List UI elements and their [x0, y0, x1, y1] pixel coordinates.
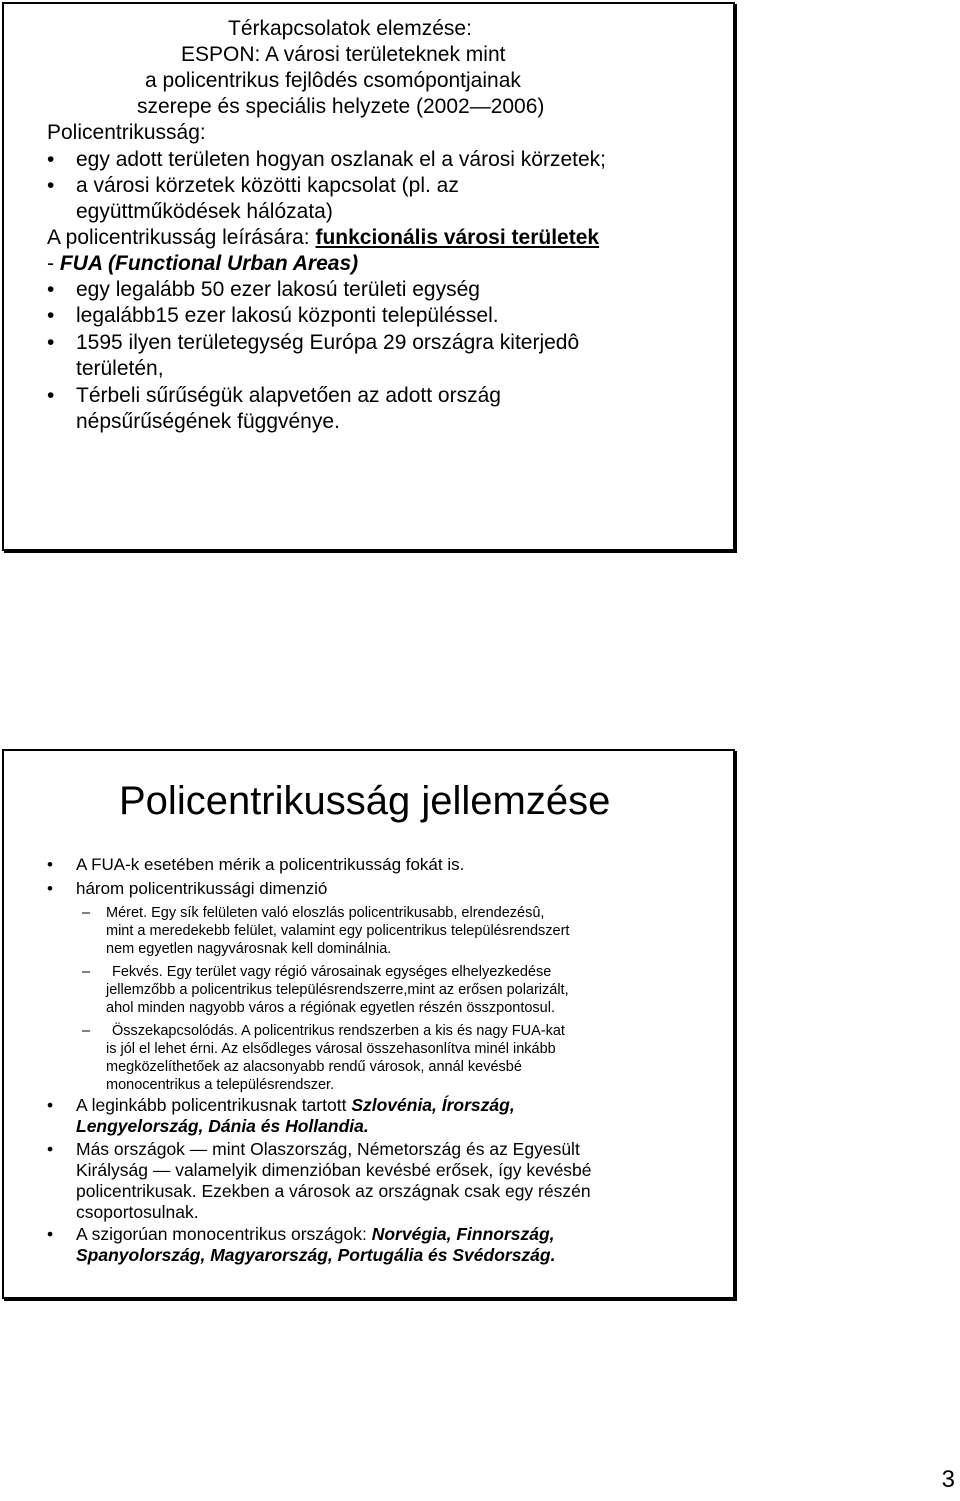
b5-prefix: A szigorúan monocentrikus országok:	[76, 1224, 372, 1244]
slide2-title: Policentrikusság jellemzése	[119, 779, 611, 823]
slide2-subitem-cont: mint a meredekebb felület, valamint egy policentrikus településrendszert	[106, 923, 570, 939]
slide1-heading: Policentrikusság:	[47, 121, 206, 144]
slide1-bullet: egy adott területen hogyan oszlanak el a városi körzetek;	[76, 148, 606, 171]
slide-2	[2, 749, 735, 1299]
desc-fua-term: FUA (Functional Urban Areas)	[59, 252, 359, 275]
slide1-bullet-cont: együttműködések hálózata)	[76, 200, 333, 223]
slide2-bullet-cont: policentrikusak. Ezekben a városok az országnak csak egy részén	[76, 1181, 591, 1201]
b5-countries-cont: Spanyolország, Magyarország, Portugália és Svédország.	[76, 1245, 556, 1265]
slide1-bullet: 1595 ilyen területegység Európa 29 országra kiterjedô	[76, 331, 580, 354]
b3-prefix: A leginkább policentrikusnak tartott	[76, 1095, 352, 1115]
slide1-description-cont	[47, 251, 358, 277]
page-number: 3	[941, 1466, 955, 1493]
slide2-bullet: Más országok — mint Olaszország, Németország és az Egyesült	[76, 1139, 580, 1159]
slide2-bullet: A FUA-k esetében mérik a policentrikusság fokát is.	[76, 855, 465, 874]
slide1-bullet-cont: népsűrűségének függvénye.	[76, 410, 340, 433]
slide1-description	[47, 225, 599, 251]
slide2-subitem: Fekvés. Egy terület vagy régió városainak egységes elhelyezkedése	[112, 964, 552, 980]
slide1-bullet: Térbeli sűrűségük alapvetően az adott ország	[76, 384, 501, 407]
slide2-subitem-cont: monocentrikus a településrendszer.	[106, 1077, 335, 1093]
b3-countries-cont: Lengyelország, Dánia és Hollandia.	[76, 1116, 369, 1136]
b3-countries: Szlovénia, Írország,	[351, 1095, 515, 1115]
bullet-icon: •	[47, 304, 55, 327]
slide2-subitem-cont: megközelíthetőek az alacsonyabb rendű városok, annál kevésbé	[106, 1059, 522, 1075]
slide2-bullet	[76, 1223, 555, 1246]
slide1-title-line: ESPON: A városi területeknek mint	[181, 43, 506, 66]
slide2-subitem-cont: jellemzőbb a policentrikus településrendszerre,mint az erősen polarizált,	[106, 982, 569, 998]
slide1-bullet: a városi körzetek közötti kapcsolat (pl. az	[76, 174, 459, 197]
bullet-icon: •	[47, 1095, 54, 1115]
slide2-bullet-cont: Királyság — valamelyik dimenzióban kevésbé erősek, így kevésbé	[76, 1160, 592, 1180]
bullet-icon: •	[47, 1139, 54, 1159]
desc-dash: -	[47, 252, 60, 275]
bullet-icon: •	[47, 855, 53, 874]
dash-icon: –	[82, 964, 91, 980]
desc-bold-term: funkcionális városi területek	[315, 226, 600, 249]
slide1-title-line: Térkapcsolatok elemzése:	[228, 17, 472, 40]
desc-prefix: A policentrikusság leírására:	[47, 226, 316, 249]
b5-countries: Norvégia, Finnország,	[371, 1224, 555, 1244]
slide-1	[2, 2, 735, 551]
slide2-subitem-cont: is jól el lehet érni. Az elsődleges városal összehasonlítva minél inkább	[106, 1041, 556, 1057]
bullet-icon: •	[47, 174, 55, 197]
bullet-icon: •	[47, 1224, 54, 1244]
slide2-subitem-cont: nem egyetlen nagyvárosnak kell dominálnia.	[106, 941, 392, 957]
slide2-subitem-cont: ahol minden nagyobb város a régiónak egyetlen részén összpontosul.	[106, 1000, 555, 1016]
bullet-icon: •	[47, 384, 55, 407]
bullet-icon: •	[47, 879, 53, 898]
slide2-subitem: Méret. Egy sík felületen való eloszlás policentrikusabb, elrendezésû,	[106, 905, 545, 921]
slide1-bullet: legalább15 ezer lakosú központi településsel.	[76, 304, 499, 327]
bullet-icon: •	[47, 278, 55, 301]
slide2-bullet	[76, 1094, 515, 1117]
dash-icon: –	[82, 905, 91, 921]
slide1-bullet-cont: területén,	[76, 357, 164, 380]
dash-icon: –	[82, 1023, 91, 1039]
slide2-bullet: három policentrikussági dimenzió	[76, 879, 328, 898]
slide2-subitem: Összekapcsolódás. A policentrikus rendszerben a kis és nagy FUA-kat	[112, 1023, 565, 1039]
slide1-bullet: egy legalább 50 ezer lakosú területi egység	[76, 278, 480, 301]
slide2-bullet-cont: csoportosulnak.	[76, 1202, 199, 1222]
bullet-icon: •	[47, 148, 55, 171]
slide1-title-line: a policentrikus fejlôdés csomópontjainak	[145, 69, 521, 92]
bullet-icon: •	[47, 331, 55, 354]
slide1-title-line: szerepe és speciális helyzete (2002—2006)	[137, 95, 545, 118]
